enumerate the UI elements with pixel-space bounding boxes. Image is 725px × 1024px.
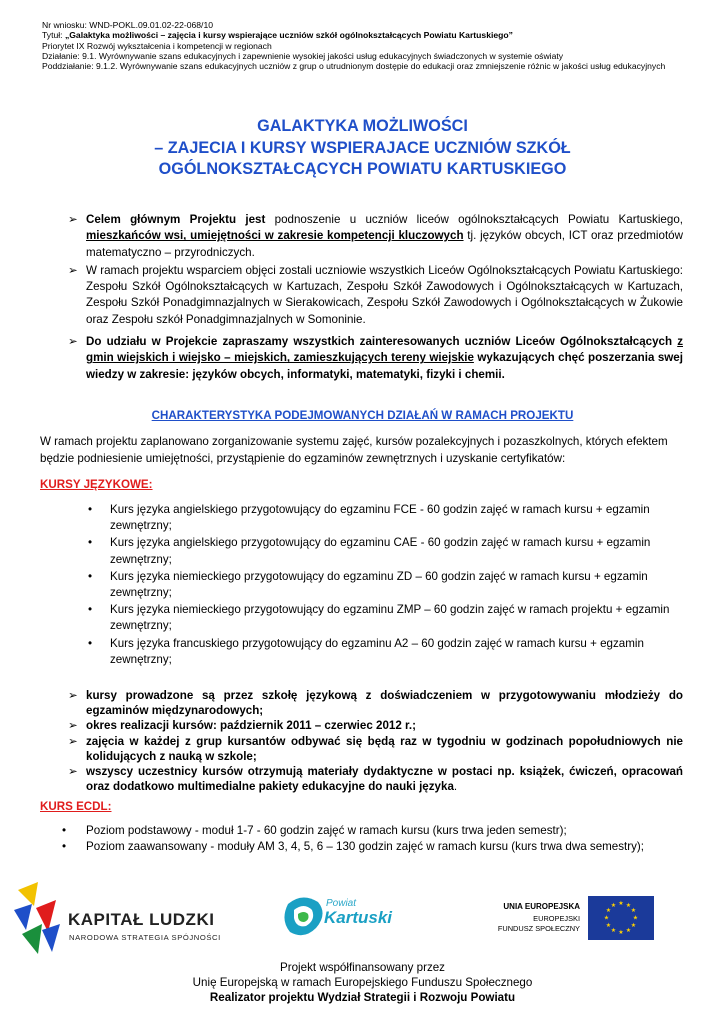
eu-label: UNIA EUROPEJSKA (503, 902, 580, 911)
footer (40, 960, 685, 1005)
arrow-bullet-icon: ➢ (68, 719, 78, 733)
svg-text:★: ★ (630, 922, 637, 929)
goal-item-schools: ➢ W ramach projektu wsparciem objęci zostali uczniowie wszystkich Liceów Ogólnokształcących Powiatu Kartuskiego: Zespołu Szkół Ogólnokształcących w Kartuzach, Zespołu Szkół Zawodowych i Ogólnokształcących w Kartuzach, Zespołu Szkół Ponadgimnazjalnych w Sierakowicach, Zespołu Szkół Zawodowych i Ogólnokształcących w Żukowie oraz Zespołu szkół Ponadgimnazjalnych w Somoninie. (68, 263, 683, 326)
eu-fund-label-2: FUNDUSZ SPOŁECZNY (497, 924, 580, 933)
kapital-ludzki-subtitle: NARODOWA STRATEGIA SPÓJNOŚCI (69, 933, 221, 942)
section-heading-activities: CHARAKTERYSTYKA PODEJMOWANYCH DZIAŁAŃ W RAMACH PROJEKTU (151, 409, 574, 422)
svg-text:★: ★ (603, 914, 610, 922)
list-item: • Kurs języka niemieckiego przygotowujący do egzaminu ZMP – 60 godzin zajęć w ramach projektu + egzamin zewnętrzny; (88, 603, 670, 633)
language-courses-list (88, 502, 678, 669)
measure-line: Działanie: 9.1. Wyrównywanie szans edukacyjnych i zapewnienie wysokiej jakości usług edukacyjnych świadczonych w systemie oświaty (42, 50, 564, 61)
svg-text:★: ★ (632, 914, 639, 922)
kartuski-label: Kartuski (324, 908, 393, 927)
ecdl-course-list (62, 823, 692, 855)
footer-line-1: Projekt współfinansowany przez (280, 961, 445, 974)
project-goals-list (68, 212, 683, 385)
svg-text:★: ★ (625, 927, 632, 934)
kapital-ludzki-logo (12, 880, 227, 960)
goal-item-main: ➢ Celem głównym Projektu jest podnoszenie u uczniów liceów ogólnokształcących Powiatu Kartuskiego, mieszkańców wsi, umiejętności w zakresie kompetencji kluczowych tj. języków obcych, ICT oraz przedmiotów matematyczno – przyrodniczych. (68, 213, 683, 259)
language-courses-heading: KURSY JĘZYKOWE: (40, 478, 153, 491)
arrow-bullet-icon: ➢ (68, 734, 78, 748)
svg-text:★: ★ (625, 902, 632, 909)
title-line-2: – ZAJECIA I KURSY WSPIERAJACE UCZNIÓW SZKÓŁ (154, 138, 571, 157)
bullet-icon: • (62, 840, 67, 854)
svg-text:★: ★ (630, 907, 637, 914)
goal-item-invitation: ➢ Do udziału w Projekcie zapraszamy wszystkich zainteresowanych uczniów Liceów Ogólnokształcących z gmin wiejskich i wiejsko – miejskich, zamieszkujących tereny wiejskie wykazujących chęć poszerzania swej wiedzy w zakresie: języków obcych, informatyki, matematyki, fizyki i chemii. (68, 335, 683, 381)
arrow-bullet-icon: ➢ (68, 765, 78, 779)
list-item: • Kurs języka angielskiego przygotowujący do egzaminu FCE - 60 godzin zajęć w ramach kursu + egzamin zewnętrzny; (88, 503, 650, 533)
eu-fund-logo (478, 894, 658, 946)
project-title: „Galaktyka możliwości – zajęcia i kursy wspierające uczniów szkół ogólnokształcących Powiatu Kartuskiego” (64, 30, 513, 41)
title-line-3: OGÓLNOKSZTAŁCĄCYCH POWIATU KARTUSKIEGO (158, 160, 567, 178)
list-item: • Kurs języka francuskiego przygotowujący do egzaminu A2 – 60 godzin zajęć w ramach kursu + egzamin zewnętrzny; (88, 636, 644, 666)
submeasure-line: Poddziałanie: 9.1.2. Wyrównywanie szans edukacyjnych uczniów z grup o utrudnionym dostępie do edukacji oraz zmniejszenie różnic w jakości usług edukacyjnych (42, 61, 666, 72)
list-item: ➢ wszyscy uczestnicy kursów otrzymują materiały dydaktyczne w postaci np. książek, ćwiczeń, opracowań oraz dodatkowo multimedialne pakiety edukacyjne do nauki języka. (68, 765, 683, 794)
application-metadata (42, 20, 692, 71)
svg-text:★: ★ (605, 907, 612, 914)
bullet-icon: • (62, 824, 67, 837)
priority-line: Priorytet IX Rozwój wykształcenia i kompetencji w regionach (42, 40, 272, 51)
bullet-icon: • (88, 536, 93, 550)
list-item: • Kurs języka niemieckiego przygotowujący do egzaminu ZD – 60 godzin zajęć w ramach kursu + egzamin zewnętrzny; (88, 569, 648, 600)
eu-fund-label-1: EUROPEJSKI (533, 914, 580, 923)
ecdl-course-heading: KURS ECDL: (40, 800, 112, 813)
list-item: ➢ zajęcia w każdej z grup kursantów odbywać się będą raz w tygodniu w godzinach popołudniowych nie kolidujących z nauką w szkole; (68, 734, 683, 763)
bullet-icon: • (88, 603, 93, 617)
project-title-line: Tytuł: „Galaktyka możliwości – zajęcia i kursy wspierające uczniów szkół ogólnokształcących Powiatu Kartuskiego” (42, 30, 513, 41)
kapital-ludzki-title: KAPITAŁ LUDZKI (68, 910, 215, 929)
powiat-label: Powiat (326, 898, 357, 909)
svg-text:★: ★ (618, 900, 624, 907)
powiat-kartuski-emblem-icon (282, 894, 328, 942)
list-item: • Poziom podstawowy - moduł 1-7 - 60 godzin zajęć w ramach kursu (kurs trwa jeden semestr); (62, 823, 692, 839)
footer-line-3: Realizator projektu Wydział Strategii i Rozwoju Powiatu (209, 991, 516, 1004)
powiat-kartuski-logo (280, 892, 405, 947)
bullet-icon: • (88, 636, 93, 650)
title-line-1: GALAKTYKA MOŻLIWOŚCI (257, 117, 468, 135)
arrow-bullet-icon: ➢ (68, 689, 78, 702)
eu-flag-icon (588, 896, 654, 940)
kapital-ludzki-star-icon (12, 880, 64, 958)
svg-text:★: ★ (610, 902, 617, 909)
activities-intro: W ramach projektu zaplanowano zorganizowanie systemu zajęć, kursów pozalekcyjnych i pozaszkolnych, których efektem będzie podniesienie umiejętności, przystąpienie do egzaminów zewnętrznych i uzyskanie certyfikatów: (40, 435, 668, 465)
course-info-list (68, 688, 683, 794)
list-item: ➢ okres realizacji kursów: październik 2011 – czerwiec 2012 r.; (68, 719, 416, 733)
arrow-bullet-icon: ➢ (68, 263, 78, 277)
arrow-bullet-icon: ➢ (68, 335, 78, 349)
list-item: • Poziom zaawansowany - moduły AM 3, 4, 5, 6 – 130 godzin zajęć w ramach kursu (kurs trwa dwa semestry); (62, 839, 692, 855)
bullet-icon: • (88, 569, 93, 583)
list-item: ➢ kursy prowadzone są przez szkołę językową z doświadczeniem w przygotowywaniu młodzieży do egzaminów międzynarodowych; (68, 689, 683, 718)
page-title (40, 116, 685, 181)
bullet-icon: • (88, 503, 93, 516)
svg-text:★: ★ (618, 929, 624, 936)
svg-text:★: ★ (605, 922, 612, 929)
footer-line-2: Unię Europejską w ramach Europejskiego Funduszu Społecznego (192, 976, 533, 989)
arrow-bullet-icon: ➢ (68, 213, 78, 226)
list-item: • Kurs języka angielskiego przygotowujący do egzaminu CAE - 60 godzin zajęć w ramach kursu + egzamin zewnętrzny; (88, 536, 651, 566)
svg-text:★: ★ (610, 927, 617, 934)
application-number: Nr wniosku: WND-POKL.09.01.02-22-068/10 (42, 20, 213, 30)
